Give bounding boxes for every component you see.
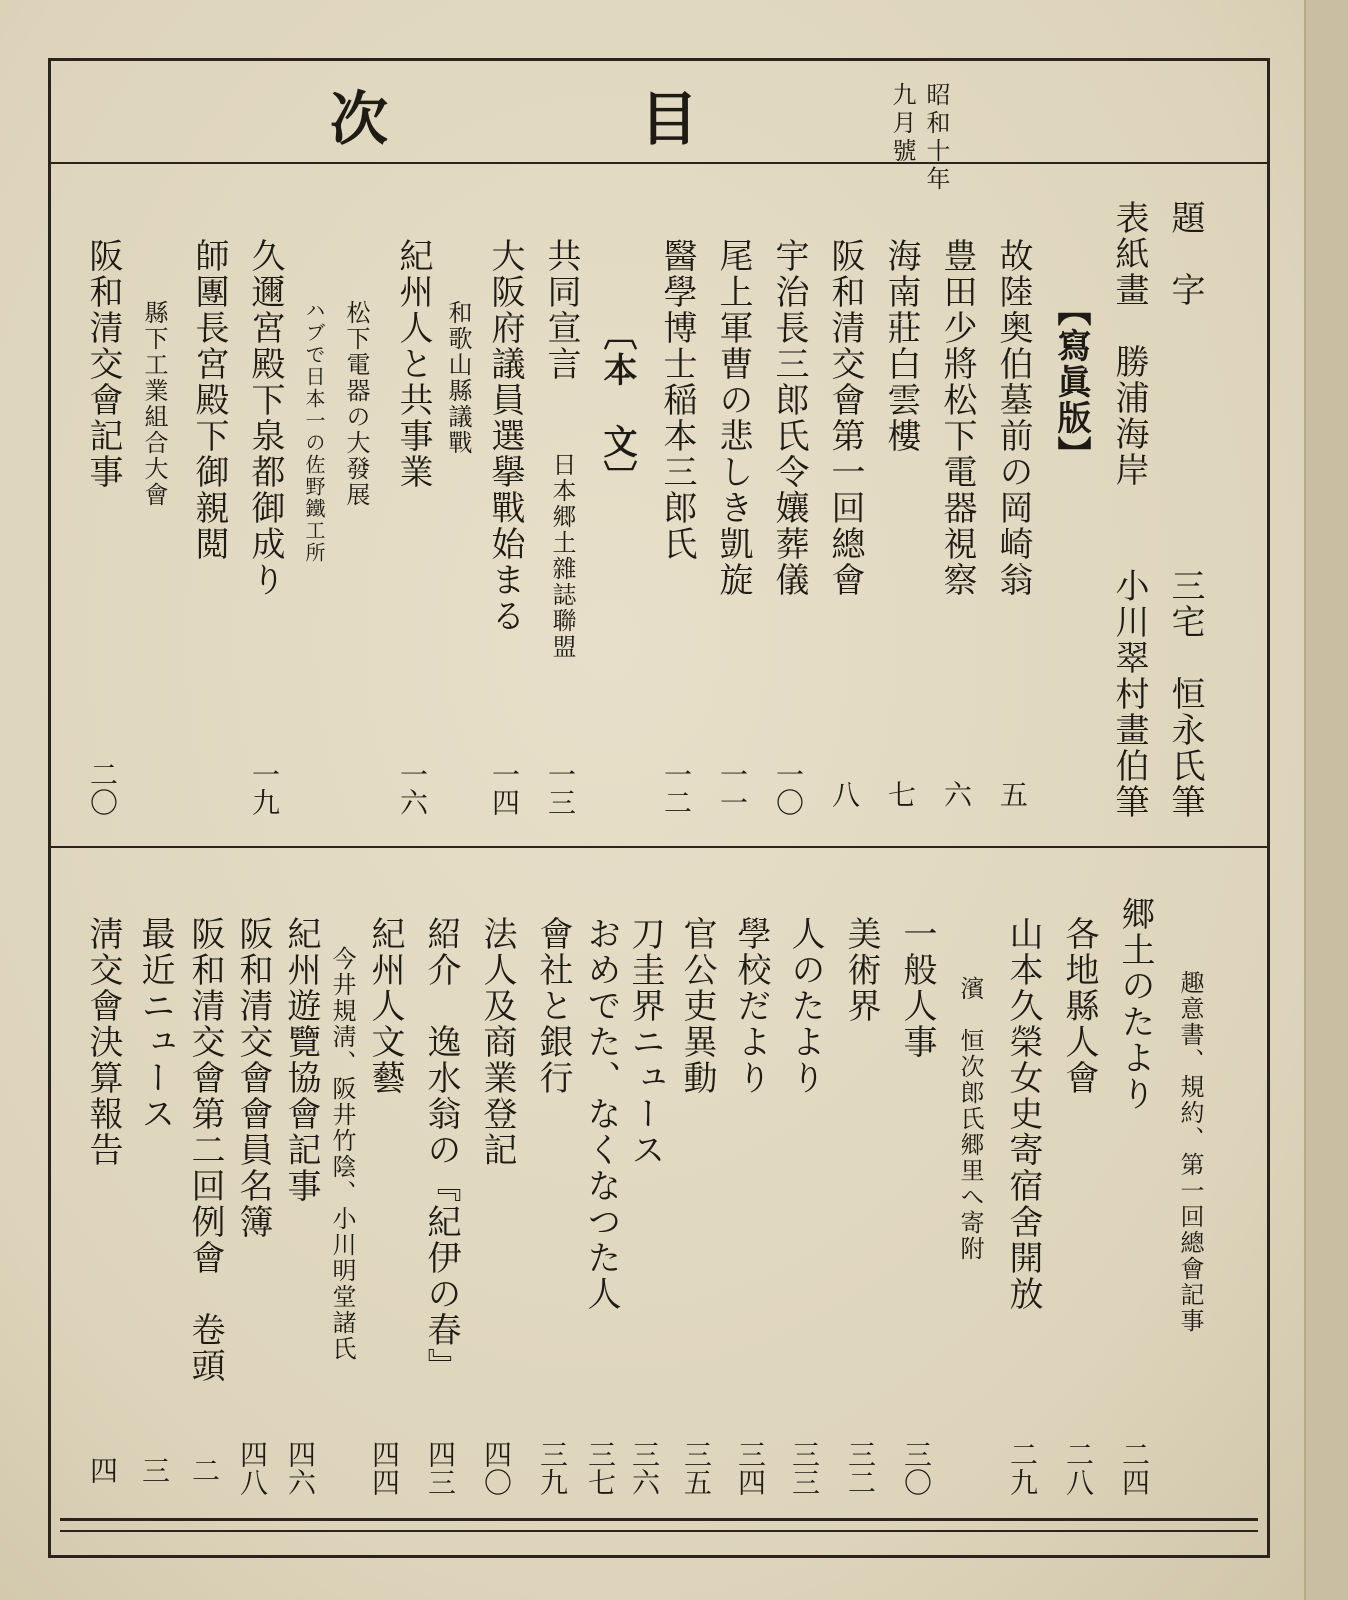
- toc-entry: 美術界: [841, 916, 881, 1024]
- bottom-rule: [60, 1518, 1258, 1521]
- toc-entry-sub: 今井規淸、阪井竹陰、小川明堂諸氏: [328, 946, 356, 1362]
- page-number: 四六: [284, 1440, 317, 1496]
- toc-entry: 豊田少將松下電器視察: [937, 238, 977, 598]
- daiji-label: 題 字: [1165, 200, 1205, 308]
- toc-entry-sub: 日本郷土雜誌聯盟: [548, 452, 576, 660]
- page-number: 三九: [536, 1440, 569, 1496]
- page-number: 四四: [368, 1440, 401, 1496]
- hyoshi-author: 小川翠村畫伯筆: [1109, 568, 1149, 820]
- toc-entry: 人のたより: [785, 916, 825, 1096]
- page-number: 三四: [734, 1440, 767, 1496]
- page-number: 一九: [248, 760, 281, 816]
- toc-entry: 阪和清交會記事: [83, 238, 123, 490]
- toc-entry: 法人及商業登記: [477, 916, 517, 1168]
- page-number: 五: [996, 780, 1029, 808]
- page-number: 二九: [1006, 1440, 1039, 1496]
- page-number: 四〇: [480, 1440, 513, 1496]
- page-number: 三〇: [900, 1440, 933, 1496]
- page-number: 一四: [488, 760, 521, 816]
- photo-section-header: 【寫眞版】: [1051, 292, 1091, 472]
- page-number: 八: [828, 780, 861, 808]
- toc-entry: 最近ニュース: [135, 916, 175, 1132]
- toc-entry: 阪和清交會第一回總會: [825, 238, 865, 598]
- toc-entry-sub: 趣意書、規約、第一回總會記事: [1176, 970, 1204, 1334]
- toc-entry: 故陸奥伯墓前の岡崎翁: [993, 238, 1033, 598]
- toc-entry: 官公吏異動: [677, 916, 717, 1096]
- hyoshi-label: 表紙畫 勝浦海岸: [1109, 200, 1149, 488]
- toc-entry: 紀州人文藝: [365, 916, 405, 1096]
- next-page-edge: [1304, 0, 1348, 1600]
- page-number: 二: [188, 1456, 221, 1484]
- page-number: 四八: [236, 1440, 269, 1496]
- honbun-section-header: 〔本 文〕: [597, 316, 637, 496]
- issue-date-line1: 昭和十年: [922, 82, 950, 194]
- toc-entry: 紹介 逸水翁の『紀伊の春』: [421, 916, 461, 1384]
- page-number: 三二: [844, 1440, 877, 1496]
- page-number: 七: [884, 780, 917, 808]
- page-number: 三: [138, 1456, 171, 1484]
- page-number: 一〇: [772, 760, 805, 816]
- page-number: 四三: [424, 1440, 457, 1496]
- toc-entry: 會社と銀行: [533, 916, 573, 1096]
- page-number: 一六: [396, 760, 429, 816]
- page-number: 二〇: [86, 760, 119, 816]
- toc-note: 縣下工業組合大會: [140, 300, 168, 508]
- page-number: 一三: [544, 760, 577, 816]
- toc-entry: 淸交會決算報告: [83, 916, 123, 1168]
- toc-entry: 一般人事: [897, 916, 937, 1060]
- middle-rule: [48, 846, 1270, 848]
- toc-note: ハブで日本一の佐野鐵工所: [302, 300, 326, 564]
- page-number: 三三: [788, 1440, 821, 1496]
- toc-entry: 紀州遊覽協會記事: [281, 916, 321, 1204]
- toc-note: 和歌山縣議戰: [444, 300, 472, 456]
- page-number: 三五: [680, 1440, 713, 1496]
- page-number: 一一: [716, 760, 749, 816]
- toc-entry: 久邇宮殿下泉都御成り: [245, 238, 285, 598]
- daiji-author: 三宅 恒永氏筆: [1165, 568, 1205, 820]
- toc-entry: おめでた、なくなつた人: [581, 916, 621, 1312]
- title-char-right: 目: [640, 85, 699, 153]
- issue-date-line2: 九月號: [888, 82, 916, 166]
- toc-entry: 海南莊白雲樓: [881, 238, 921, 454]
- toc-entry: 阪和清交會會員名簿: [233, 916, 273, 1240]
- page-number: 三六: [628, 1440, 661, 1496]
- toc-entry: 宇治長三郎氏令孃葬儀: [769, 238, 809, 598]
- page-number: 二八: [1062, 1440, 1095, 1496]
- toc-entry: 師團長宮殿下御親閲: [189, 238, 229, 562]
- toc-entry: 紀州人と共事業: [393, 238, 433, 490]
- title-char-left: 次: [330, 85, 389, 153]
- toc-entry: 醫學博士稲本三郎氏: [657, 238, 697, 562]
- page-number: 一二: [660, 760, 693, 816]
- toc-entry: 刀圭界ニュース: [625, 916, 665, 1168]
- toc-entry: 郷土のたより: [1115, 896, 1155, 1112]
- page-number: 二四: [1118, 1440, 1151, 1496]
- toc-entry-sub: 濱 恒次郎氏郷里へ寄附: [956, 976, 984, 1262]
- toc-entry: 尾上軍曹の悲しき凱旋: [713, 238, 753, 598]
- toc-note: 松下電器の大發展: [342, 300, 370, 508]
- toc-entry: 學校だより: [731, 916, 771, 1096]
- page-number: 六: [940, 780, 973, 808]
- toc-entry: 阪和清交會第二回例會 卷頭: [185, 916, 225, 1384]
- toc-entry: 大阪府議員選擧戰始まる: [485, 238, 525, 634]
- header-rule: [48, 162, 1270, 164]
- bottom-rule-2: [60, 1530, 1258, 1532]
- toc-entry: 共同宣言: [541, 238, 581, 382]
- page-number: 三七: [584, 1440, 617, 1496]
- page-number: 四: [86, 1456, 119, 1484]
- toc-entry: 山本久榮女史寄宿舍開放: [1003, 916, 1043, 1312]
- toc-entry: 各地縣人會: [1059, 916, 1099, 1096]
